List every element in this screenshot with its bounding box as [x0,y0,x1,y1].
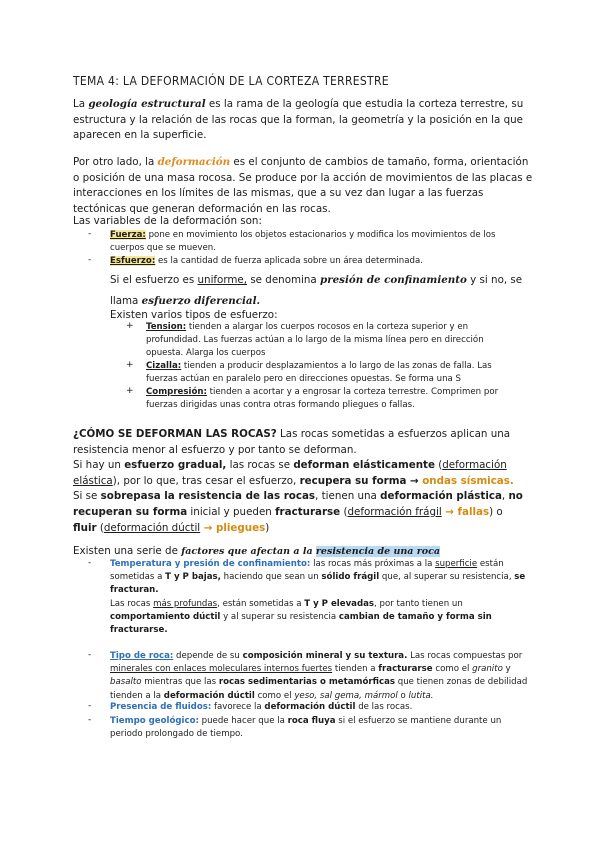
dash-bullet: - [88,715,92,725]
dash-bullet: - [88,229,92,239]
list-item-fuerza: - Fuerza: pone en movimiento los objetos estacionarios y modifica los movimientos de los cuerpos que se mueven. [88,229,508,255]
list-item-tiempo: - Tiempo geológico: puede hacer que la roca fluya si el esfuerzo se mantiene durante un periodo prolongado de tiempo. [88,715,528,741]
tipos-intro: Existen varios tipos de esfuerzo: [110,309,278,321]
variables-intro: Las variables de la deformación son: [73,215,262,227]
plus-bullet: + [126,321,134,331]
list-item-compresion: + Compresión: tienden a acortar y a engrosar la corteza terrestre. Comprimen por fuerzas dirigidas unas contra otras formando pliegues o fallas. [126,386,506,412]
plus-bullet: + [126,386,134,396]
list-item-tipo-roca: - Tipo de roca: depende de su composición mineral y su textura. Las rocas compuestas por minerales con enlaces moleculares internos fuertes tienden a fracturarse como el granito y basalto mientras que las rocas sedimentarias o metamórficas que tienen zonas de debilidad tienden a la deformación dúctil como el yeso, sal gema, mármol o lutita. [88,650,528,703]
intro-paragraph: La geología estructural es la rama de la geología que estudia la corteza terrestre, su estructura y la relación de las rocas que la forman, la geometría y la posición en la que aparecen en la superficie. [73,98,524,142]
dash-bullet: - [88,255,92,265]
dash-bullet: - [88,701,92,711]
deformacion-paragraph: Por otro lado, la deformación es el conjunto de cambios de tamaño, forma, orientación o posición de una masa rocosa. Se produce por la acción de movimientos de las placas e interacciones en los límites de las mismas, que a su vez dan lugar a las fuerzas tectónicas que generan deformación en las rocas. [73,156,533,215]
page-title: TEMA 4: LA DEFORMACIÓN DE LA CORTEZA TERRESTRE [73,74,389,88]
plus-bullet: + [126,360,134,370]
label-fuerza: Fuerza: [110,230,146,240]
list-item-cizalla: + Cizalla: tienden a producir desplazamientos a lo largo de las zonas de falla. Las fuerzas actúan en paralelo pero en direcciones opuestas. Se forma una S [126,360,506,386]
list-item-tension: + Tension: tienden a alargar los cuerpos rocosos en la corteza superior y en profundidad. Las fuerzas actúan a lo largo de la misma línea pero en dirección opuesta. Alarga los cuerpos [126,321,506,361]
heading-como-se-deforman: ¿CÓMO SE DEFORMAN LAS ROCAS? [73,428,277,440]
term-deformacion: deformación [157,156,231,168]
esfuerzo-detail: Si el esfuerzo es uniforme, se denomina presión de confinamiento y si no, se llama esfuerzo diferencial. [110,274,523,307]
list-item-temperatura: - Temperatura y presión de confinamiento: las rocas más próximas a la superficie están sometidas a T y P bajas, haciendo que sean un sólido frágil que, al superar su resistencia, se fracturan. Las rocas más profundas, están sometidas a T y P elevadas, por tanto tienen un comportamiento dúctil y al superar su resistencia cambian de tamaño y forma sin fracturarse. [88,558,528,637]
dash-bullet: - [88,650,92,660]
term-esfuerzo-diferencial: esfuerzo diferencial. [141,295,261,307]
como-paragraph: ¿CÓMO SE DEFORMAN LAS ROCAS? Las rocas sometidas a esfuerzos aplican una resistencia menor al esfuerzo y por tanto se deforman. Si hay un esfuerzo gradual, las rocas se deforman elásticamente (deformación elástica), por lo que, tras cesar el esfuerzo, recupera su forma → ondas sísmicas. Si se sobrepasa la resistencia de las rocas, tienen una deformación plástica, no recuperan su forma inicial y pueden fracturarse (deformación frágil → fallas) o fluir (deformación dúctil → pliegues) [73,428,523,534]
term-geologia-estructural: geología estructural [88,98,206,110]
dash-bullet: - [88,558,92,568]
label-esfuerzo: Esfuerzo: [110,256,156,266]
list-item-fluidos: - Presencia de fluidos: favorece la deformación dúctil de las rocas. [88,701,528,714]
term-resistencia-roca: resistencia de una roca [315,546,441,557]
list-item-esfuerzo: - Esfuerzo: es la cantidad de fuerza aplicada sobre un área determinada. [88,255,508,268]
factores-intro: Existen una serie de factores que afectan a la resistencia de una roca [73,545,441,557]
term-presion-confinamiento: presión de confinamiento [320,274,467,286]
